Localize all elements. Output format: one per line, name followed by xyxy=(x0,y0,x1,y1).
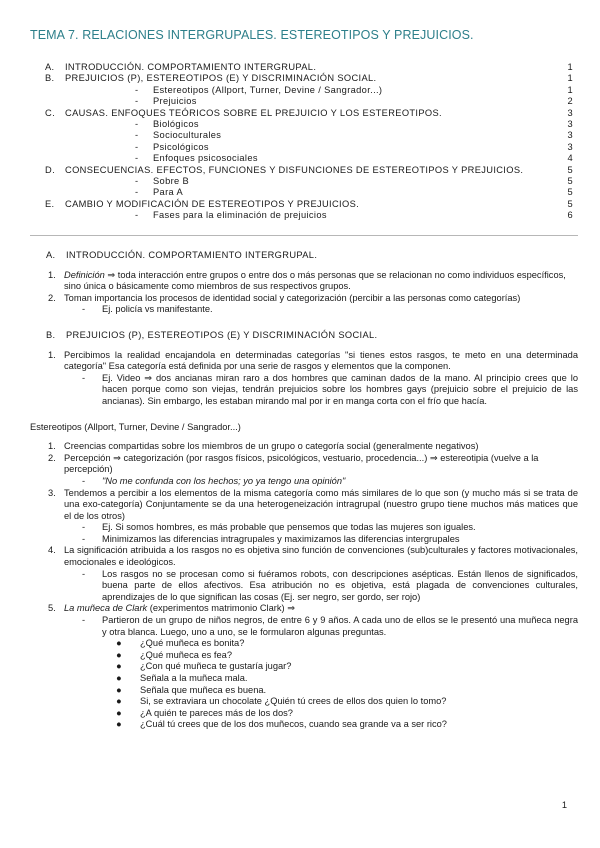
question-text: ¿Qué muñeca es bonita? xyxy=(140,638,245,649)
item-text: Ej. Si somos hombres, es más probable que pensemos que todas las mujeres son iguales. xyxy=(102,522,476,533)
item-number: 1. xyxy=(48,441,56,452)
item-text: Partieron de un grupo de niños negros, de entre 6 y 9 años. A cada uno de ellos se le presentó una muñeca negra y otra blanca. Luego, uno a uno, se le formularon algunas preguntas. xyxy=(102,615,578,637)
toc-subitem xyxy=(45,142,573,153)
item-text: Percepción ⇒ categorización (por rasgos físicos, psicológicos, vestuario, procedencia...) ⇒ estereotipia (vuelve a la percepción) xyxy=(64,452,539,475)
page-number: 1 xyxy=(561,800,567,810)
toc-item xyxy=(45,108,573,119)
item-text: Tendemos a percibir a los elementos de la misma categoría como más similares de lo que son (y mucho más si se trata de una exo-categoría) Conjuntamente se da una heterogeneización intragrupal (nuestro grupo tiene muchos más matices que el de los otros) xyxy=(64,487,578,521)
toc-marker: - xyxy=(135,187,139,198)
bullet-marker: ● xyxy=(116,638,122,649)
toc-marker: D. xyxy=(45,164,55,175)
toc-subitem xyxy=(45,96,573,107)
numbered-item xyxy=(48,350,578,373)
toc-label: Socioculturales xyxy=(153,130,222,141)
bullet-item xyxy=(116,650,578,662)
item-number: 3. xyxy=(48,487,56,498)
toc-label: INTRODUCCIÓN. COMPORTAMIENTO INTERGRUPAL. xyxy=(65,62,317,72)
toc-subitem xyxy=(45,210,573,221)
item-text: Ej. Video ⇒ dos ancianas miran raro a dos hombres que caminan dados de la mano. Al principio crees que lo hacen porque como son viejas, tendrán prejuicios sobre los hombres gays (prejuicio sobre el prejuicio de las ancianas). Sin embargo, les estaban mirando mal por ir en manga corta con el frío que hacía. xyxy=(102,372,578,406)
dash-item xyxy=(82,373,578,408)
bullet-marker: ● xyxy=(116,661,122,672)
bullet-item xyxy=(116,673,578,685)
dash-marker: - xyxy=(82,522,86,533)
dash-marker: - xyxy=(82,615,86,626)
bullet-item xyxy=(116,661,578,673)
toc-subitem xyxy=(45,119,573,130)
question-text: Si, se extraviara un chocolate ¿Quién tú crees de ellos dos quien lo tomo? xyxy=(140,696,447,707)
quote-text: "No me confunda con los hechos; yo ya tengo una opinión" xyxy=(102,475,346,486)
dash-item xyxy=(82,534,578,546)
toc-page-number: 1 xyxy=(567,62,573,72)
item-text: Los rasgos no se procesan como si fuéramos robots, con descripciones asépticas. Están llenos de significados, buena parte de ellos afectivos. Esa atribución no es objetiva, está plagada de convenciones culturales, aprendizajes de lo que significan las cosas (Ej. ser negro, ser gordo, ser rojo) xyxy=(102,568,578,602)
bullet-item xyxy=(116,685,578,697)
toc-subitem xyxy=(45,176,573,187)
dash-marker: - xyxy=(82,533,86,544)
numbered-item xyxy=(48,270,578,293)
toc-page-number: 3 xyxy=(567,119,573,130)
toc-marker: - xyxy=(135,84,139,95)
term: La muñeca de Clark xyxy=(64,603,148,614)
question-text: ¿A quién te pareces más de los dos? xyxy=(140,707,293,718)
toc-page-number: 5 xyxy=(567,164,573,175)
toc-item xyxy=(45,73,573,84)
toc-label: CAUSAS. ENFOQUES TEÓRICOS SOBRE EL PREJUICIO Y LOS ESTEREOTIPOS. xyxy=(65,107,442,118)
toc-label: PREJUICIOS (P), ESTEREOTIPOS (E) Y DISCRIMINACIÓN SOCIAL. xyxy=(65,73,377,84)
numbered-item xyxy=(48,545,578,568)
item-number: 5. xyxy=(48,603,56,614)
bullet-marker: ● xyxy=(116,684,122,695)
dash-marker: - xyxy=(82,568,86,579)
item-text: ⇒ toda interacción entre grupos o entre dos o más personas que se relacionan no como individuos específicos, sino única o básicamente como miembros de sus respectivos grupos. xyxy=(64,269,566,292)
section-title: PREJUICIOS (P), ESTEREOTIPOS (E) Y DISCRIMINACIÓN SOCIAL. xyxy=(66,329,378,340)
item-text: Percibimos la realidad encajandola en determinadas categorías "si tienes estos rasgos, te meto en una determinada categoría" Esa categoría está definida por una serie de rasgos y elementos que la componen. xyxy=(64,349,578,372)
dash-marker: - xyxy=(82,372,86,383)
toc-page-number: 3 xyxy=(567,141,573,152)
item-text: Minimizamos las diferencias intragrupales y maximizamos las diferencias intergrupales xyxy=(102,533,460,544)
question-text: ¿Qué muñeca es fea? xyxy=(140,649,232,660)
bullet-item xyxy=(116,719,578,731)
toc-page-number: 5 xyxy=(567,176,573,187)
question-text: Señala a la muñeca mala. xyxy=(140,673,248,683)
item-text: (experimentos matrimonio Clark) ⇒ xyxy=(147,603,295,614)
toc-marker: - xyxy=(135,141,139,152)
toc-page-number: 1 xyxy=(567,84,573,95)
toc-subitem xyxy=(45,187,573,198)
section-b-heading xyxy=(46,330,578,342)
toc-page-number: 3 xyxy=(567,130,573,141)
toc-subitem xyxy=(45,153,573,164)
dash-item xyxy=(82,615,578,638)
toc-item xyxy=(45,165,573,176)
toc-label: Sobre B xyxy=(153,176,190,187)
toc-label: CONSECUENCIAS. EFECTOS, FUNCIONES Y DISFUNCIONES DE ESTEREOTIPOS Y PREJUICIOS. xyxy=(65,164,524,175)
item-number: 1. xyxy=(48,349,56,360)
divider xyxy=(30,235,578,236)
question-text: Señala que muñeca es buena. xyxy=(140,684,267,695)
bullet-marker: ● xyxy=(116,719,122,730)
bullet-item xyxy=(116,638,578,650)
toc-marker: E. xyxy=(45,198,55,209)
numbered-item xyxy=(48,488,578,523)
toc-marker: - xyxy=(135,96,139,107)
table-of-contents xyxy=(45,62,573,222)
bullet-marker: ● xyxy=(116,673,122,683)
dash-item xyxy=(82,569,578,604)
toc-label: Prejuicios xyxy=(153,96,197,107)
numbered-item xyxy=(48,453,578,476)
toc-item xyxy=(45,199,573,210)
numbered-item xyxy=(48,293,578,305)
toc-page-number: 5 xyxy=(567,187,573,198)
toc-label: Fases para la eliminación de prejuicios xyxy=(153,210,327,221)
toc-label: Para A xyxy=(153,187,184,198)
question-text: ¿Cuál tú crees que de los dos muñecos, cuando sea grande va a ser rico? xyxy=(140,719,447,730)
toc-page-number: 5 xyxy=(567,198,573,209)
toc-item xyxy=(45,62,573,73)
term: Definición xyxy=(64,269,105,280)
toc-marker: C. xyxy=(45,107,55,118)
toc-marker: - xyxy=(135,119,139,130)
toc-label: Enfoques psicosociales xyxy=(153,153,258,164)
item-number: 4. xyxy=(48,545,56,556)
section-title: INTRODUCCIÓN. COMPORTAMIENTO INTERGRUPAL. xyxy=(66,250,318,260)
toc-marker: - xyxy=(135,210,139,221)
section-letter: B. xyxy=(46,329,56,340)
subsection-heading: Estereotipos (Allport, Turner, Devine / Sangrador...) xyxy=(30,421,241,432)
document-body xyxy=(30,250,578,731)
toc-page-number: 2 xyxy=(567,96,573,107)
toc-subitem xyxy=(45,85,573,96)
toc-marker: - xyxy=(135,176,139,187)
toc-marker: B. xyxy=(45,73,55,84)
toc-page-number: 4 xyxy=(567,153,573,164)
toc-marker: - xyxy=(135,153,139,164)
question-list xyxy=(30,638,578,731)
toc-label: Biológicos xyxy=(153,119,199,130)
toc-label: Psicológicos xyxy=(153,141,209,152)
bullet-marker: ● xyxy=(116,696,122,707)
toc-page-number: 1 xyxy=(567,73,573,84)
toc-page-number: 3 xyxy=(567,107,573,118)
toc-page-number: 6 xyxy=(567,210,573,221)
dash-item xyxy=(82,522,578,534)
item-number: 2. xyxy=(48,292,56,303)
item-text: Creencias compartidas sobre los miembros de un grupo o categoría social (generalmente negativos) xyxy=(64,441,479,452)
toc-marker: - xyxy=(135,130,139,141)
section-letter: A. xyxy=(46,250,56,260)
toc-label: Estereotipos (Allport, Turner, Devine / Sangrador...) xyxy=(153,84,383,95)
document-title: TEMA 7. RELACIONES INTERGRUPALES. ESTEREOTIPOS Y PREJUICIOS. xyxy=(30,28,474,42)
dash-item xyxy=(82,476,578,488)
bullet-marker: ● xyxy=(116,649,122,660)
question-text: ¿Con qué muñeca te gustaría jugar? xyxy=(140,661,292,672)
item-text: Toman importancia los procesos de identidad social y categorización (percibir a las personas como categorías) xyxy=(64,292,521,303)
dash-item xyxy=(82,304,578,316)
item-number: 1. xyxy=(48,269,56,280)
item-text: La significación atribuida a los rasgos no es objetiva sino función de convenciones (sub)culturales y factores motivacionales, emocionales e ideológicos. xyxy=(64,545,578,568)
item-text: Ej. policía vs manifestante. xyxy=(102,304,213,315)
section-a-heading xyxy=(46,250,578,262)
dash-marker: - xyxy=(82,475,86,486)
bullet-marker: ● xyxy=(116,707,122,718)
toc-label: CAMBIO Y MODIFICACIÓN DE ESTEREOTIPOS Y PREJUICIOS. xyxy=(65,198,360,209)
numbered-item xyxy=(48,441,578,453)
toc-marker: A. xyxy=(45,62,55,72)
bullet-item xyxy=(116,708,578,720)
toc-subitem xyxy=(45,130,573,141)
dash-marker: - xyxy=(82,304,86,315)
item-number: 2. xyxy=(48,452,56,463)
numbered-item xyxy=(48,603,578,615)
bullet-item xyxy=(116,696,578,708)
